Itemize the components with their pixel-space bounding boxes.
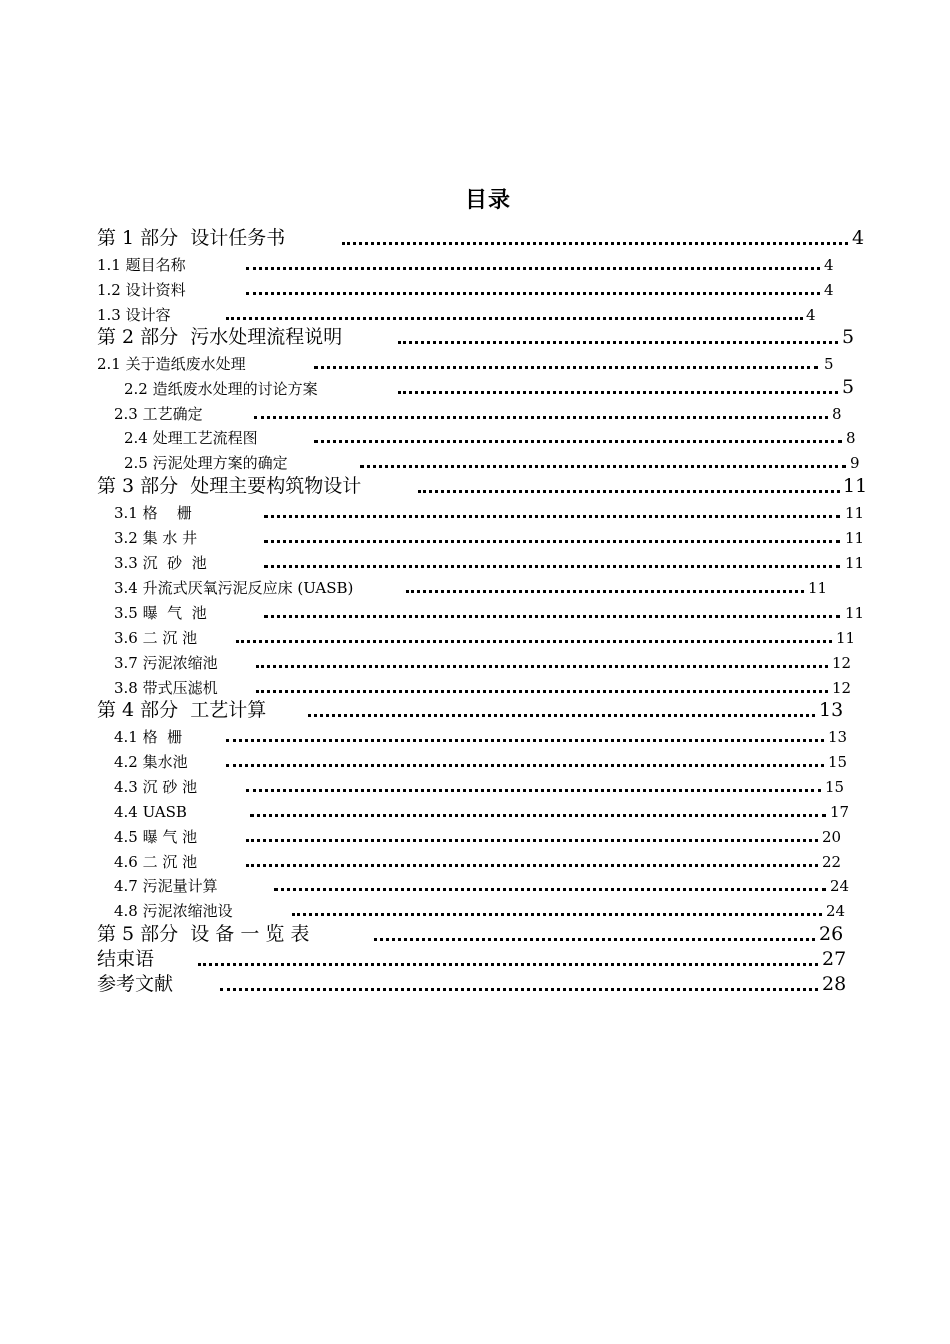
toc-entry-page: 22 xyxy=(822,853,842,871)
toc-entry-page: 13 xyxy=(819,699,844,721)
toc-entry-label: 第 2 部分 污水处理流程说明 xyxy=(97,326,343,348)
toc-leader xyxy=(256,690,828,693)
toc-leader xyxy=(226,317,803,320)
toc-entry-page: 11 xyxy=(836,629,856,647)
toc-entry[interactable] xyxy=(97,348,854,372)
toc-leader xyxy=(314,366,818,369)
toc-entry-label: 结束语 xyxy=(97,948,155,970)
toc-entry[interactable] xyxy=(114,572,838,596)
toc-leader xyxy=(398,391,838,394)
toc-entry-page: 11 xyxy=(843,475,868,497)
toc-entry[interactable] xyxy=(114,522,875,546)
toc-entry-page: 15 xyxy=(825,778,845,796)
toc-entry-label: 2.5 污泥处理方案的确定 xyxy=(124,454,288,472)
toc-entry-page: 4 xyxy=(852,227,865,249)
toc-leader xyxy=(264,540,840,543)
toc-entry-page: 5 xyxy=(824,355,834,373)
toc-leader xyxy=(246,292,820,295)
toc-entry-page: 17 xyxy=(830,803,850,821)
toc-entry[interactable] xyxy=(124,447,880,471)
toc-entry-page: 11 xyxy=(845,604,865,622)
toc-entry-label: 第 5 部分 设 备 一 览 表 xyxy=(97,923,310,945)
toc-entry[interactable] xyxy=(114,547,875,571)
toc-entry-page: 20 xyxy=(822,828,842,846)
toc-entry-label: 4.4 UASB xyxy=(114,803,187,821)
toc-entry[interactable] xyxy=(114,597,875,621)
toc-entry-label: 3.6 二 沉 池 xyxy=(114,629,198,647)
toc-leader xyxy=(308,714,815,717)
toc-entry-label: 4.6 二 沉 池 xyxy=(114,853,198,871)
toc-leader xyxy=(398,341,838,344)
toc-leader xyxy=(406,590,804,593)
toc-entry-label: 3.3 沉 砂 池 xyxy=(114,554,207,572)
toc-entry[interactable] xyxy=(97,472,873,496)
toc-entry-label: 3.7 污泥浓缩池 xyxy=(114,654,218,672)
toc-leader xyxy=(250,814,826,817)
toc-entry-page: 15 xyxy=(828,753,848,771)
toc-leader xyxy=(246,839,818,842)
toc-entry[interactable] xyxy=(114,721,858,745)
toc-entry-page: 8 xyxy=(832,405,842,423)
toc-entry-label: 3.5 曝 气 池 xyxy=(114,604,207,622)
toc-entry-label: 第 4 部分 工艺计算 xyxy=(97,699,267,721)
toc-leader xyxy=(246,789,821,792)
toc-entry-label: 1.3 设计容 xyxy=(97,306,171,324)
toc-leader xyxy=(314,440,842,443)
toc-leader xyxy=(254,416,828,419)
toc-entry[interactable] xyxy=(97,249,854,273)
toc-leader xyxy=(246,267,820,270)
toc-leader xyxy=(264,515,840,518)
toc-entry-page: 11 xyxy=(808,579,828,597)
toc-entry-label: 第 1 部分 设计任务书 xyxy=(97,227,286,249)
toc-entry-label: 1.2 设计资料 xyxy=(97,281,186,299)
toc-entry-label: 2.2 造纸废水处理的讨论方案 xyxy=(124,380,318,398)
toc-entry-label: 4.7 污泥量计算 xyxy=(114,877,218,895)
toc-entry-page: 26 xyxy=(819,923,844,945)
toc-entry[interactable] xyxy=(114,746,858,770)
toc-entry[interactable] xyxy=(124,422,876,446)
toc-entry-label: 4.5 曝 气 池 xyxy=(114,828,198,846)
toc-entry-page: 24 xyxy=(826,902,846,920)
toc-entry[interactable] xyxy=(97,696,849,720)
toc-entry[interactable] xyxy=(97,299,836,323)
toc-entry[interactable] xyxy=(97,970,852,994)
toc-entry-label: 4.2 集水池 xyxy=(114,753,188,771)
toc-leader xyxy=(274,888,826,891)
toc-entry[interactable] xyxy=(97,945,852,969)
toc-leader xyxy=(236,640,832,643)
toc-entry[interactable] xyxy=(114,647,862,671)
toc-entry-page: 12 xyxy=(832,679,852,697)
toc-entry-page: 11 xyxy=(845,504,865,522)
toc-leader xyxy=(264,615,840,618)
toc-entry-label: 4.3 沉 砂 池 xyxy=(114,778,198,796)
toc-leader xyxy=(342,242,848,245)
toc-entry-label: 2.3 工艺确定 xyxy=(114,405,203,423)
toc-entry[interactable] xyxy=(97,323,872,347)
toc-entry-page: 11 xyxy=(845,529,865,547)
toc-entry[interactable] xyxy=(97,920,849,944)
toc-leader xyxy=(226,739,824,742)
toc-leader xyxy=(374,938,815,941)
toc-entry-page: 5 xyxy=(842,326,855,348)
toc-entry[interactable] xyxy=(114,895,856,919)
toc-entry-label: 2.4 处理工艺流程图 xyxy=(124,429,258,447)
toc-leader xyxy=(264,565,840,568)
toc-entry[interactable] xyxy=(97,274,854,298)
toc-entry-page: 4 xyxy=(824,256,834,274)
toc-entry-page: 24 xyxy=(830,877,850,895)
toc-entry-label: 3.2 集 水 井 xyxy=(114,529,198,547)
toc-entry[interactable] xyxy=(114,497,875,521)
toc-entry-page: 5 xyxy=(842,376,855,398)
toc-entry-label: 3.4 升流式厌氧污泥反应床 (UASB) xyxy=(114,579,354,597)
toc-entry-label: 参考文献 xyxy=(97,973,174,995)
toc-entry-page: 11 xyxy=(845,554,865,572)
toc-entry[interactable] xyxy=(114,846,852,870)
toc-entry[interactable] xyxy=(114,672,862,696)
toc-entry-label: 4.1 格 栅 xyxy=(114,728,183,746)
toc-entry-page: 13 xyxy=(828,728,848,746)
toc-entry-label: 3.1 格 栅 xyxy=(114,504,192,522)
toc-entry-label: 4.8 污泥浓缩池设 xyxy=(114,902,233,920)
toc-entry[interactable] xyxy=(114,771,855,795)
toc-entry-page: 4 xyxy=(806,306,816,324)
toc-entry[interactable] xyxy=(124,373,872,397)
page-title: 目录 xyxy=(464,188,511,213)
toc-entry-label: 1.1 题目名称 xyxy=(97,256,186,274)
toc-entry-page: 8 xyxy=(846,429,856,447)
toc-entry-page: 12 xyxy=(832,654,852,672)
toc-entry[interactable] xyxy=(114,398,862,422)
toc-leader xyxy=(198,963,818,966)
toc-entry-page: 4 xyxy=(824,281,834,299)
toc-leader xyxy=(246,864,818,867)
toc-entry[interactable] xyxy=(114,796,860,820)
toc-leader xyxy=(292,913,822,916)
toc-entry-page: 28 xyxy=(822,973,847,995)
toc-entry-label: 3.8 带式压滤机 xyxy=(114,679,218,697)
toc-entry-label: 2.1 关于造纸废水处理 xyxy=(97,355,246,373)
toc-entry-page: 27 xyxy=(822,948,847,970)
toc-entry[interactable] xyxy=(97,224,882,248)
toc-entry-label: 第 3 部分 处理主要构筑物设计 xyxy=(97,475,362,497)
toc-entry[interactable] xyxy=(114,870,860,894)
toc-leader xyxy=(220,988,818,991)
toc-entry[interactable] xyxy=(114,622,866,646)
toc-entry-page: 9 xyxy=(850,454,860,472)
toc-entry[interactable] xyxy=(114,821,852,845)
toc-leader xyxy=(418,490,840,493)
toc-leader xyxy=(360,465,846,468)
toc-leader xyxy=(226,764,824,767)
toc-leader xyxy=(256,665,828,668)
